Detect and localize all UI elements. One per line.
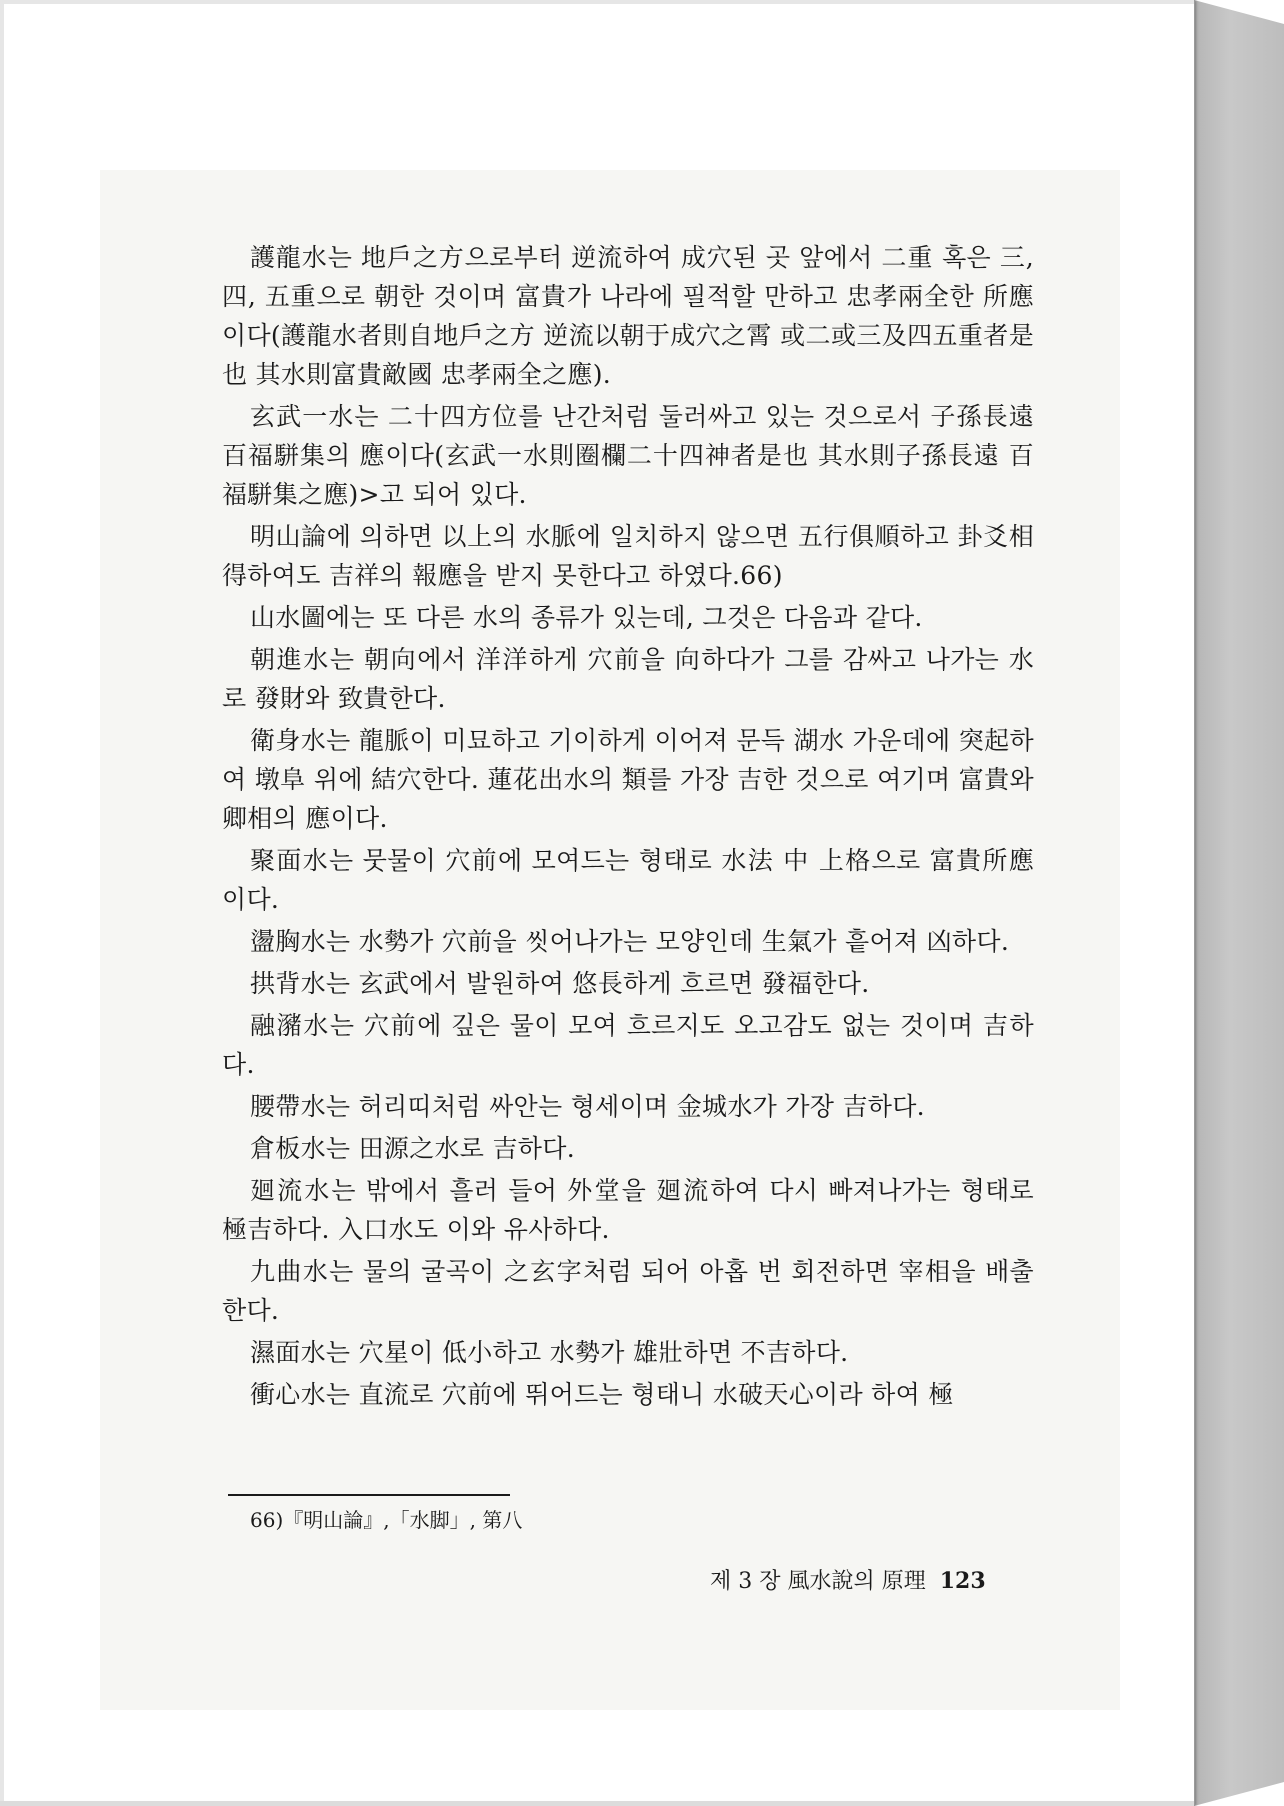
paragraph: 廻流水는 밖에서 흘러 들어 外堂을 廻流하여 다시 빠져나가는 형태로 極吉하다. 入口水도 이와 유사하다. (222, 1176, 1034, 1244)
page-footer (710, 1564, 986, 1595)
paragraph: 拱背水는 玄武에서 발원하여 悠長하게 흐르면 發福한다. (250, 969, 870, 998)
paragraph: 明山論에 의하면 以上의 水脈에 일치하지 않으면 五行俱順하고 卦爻相得하여도 吉祥의 報應을 받지 못한다고 하였다.66) (222, 522, 1034, 590)
paragraph: 護龍水는 地戶之方으로부터 逆流하여 成穴된 곳 앞에서 二重 혹은 三, 四, 五重으로 朝한 것이며 富貴가 나라에 필적할 만하고 忠孝兩全한 所應이다(護龍水者則自地戶之方 逆流以朝于成穴之霄 或二或三及四五重者是也 其水則富貴敵國 忠孝兩全之應). (222, 243, 1034, 389)
paragraph: 九曲水는 물의 굴곡이 之玄字처럼 되어 아홉 번 회전하면 宰相을 배출한다. (222, 1257, 1034, 1325)
page-top-border (0, 0, 1194, 4)
paragraph: 衝心水는 直流로 穴前에 뛰어드는 형태니 水破天心이라 하여 極 (250, 1380, 954, 1409)
footnote: 66)『明山論』,「水脚」, 第八 (250, 1508, 523, 1532)
paragraph: 盪胸水는 水勢가 穴前을 씻어나가는 모양인데 生氣가 흩어져 凶하다. (250, 927, 1010, 956)
body-text (222, 238, 1034, 1417)
paragraph: 朝進水는 朝向에서 洋洋하게 穴前을 向하다가 그를 감싸고 나가는 水로 發財와 致貴한다. (222, 645, 1034, 713)
running-chapter-title: 제 3 장 風水說의 原理 (710, 1569, 926, 1594)
paragraph: 腰帶水는 허리띠처럼 싸안는 형세이며 金城水가 가장 吉하다. (250, 1092, 925, 1121)
paragraph: 衛身水는 龍脈이 미묘하고 기이하게 이어져 문득 湖水 가운데에 突起하여 墩阜 위에 結穴한다. 蓮花出水의 類를 가장 吉한 것으로 여기며 富貴와 卿相의 應이다. (222, 726, 1034, 833)
book-page-edge (1194, 0, 1284, 1806)
paragraph: 山水圖에는 또 다른 水의 종류가 있는데, 그것은 다음과 같다. (250, 603, 923, 632)
page-left-border (0, 0, 4, 1806)
paragraph: 倉板水는 田源之水로 吉하다. (250, 1134, 575, 1163)
paragraph: 聚面水는 뭇물이 穴前에 모여드는 형태로 水法 中 上格으로 富貴所應이다. (222, 846, 1034, 914)
page-number: 123 (939, 1568, 986, 1594)
page-bottom-border (0, 1801, 1194, 1806)
paragraph: 濕面水는 穴星이 低小하고 水勢가 雄壯하면 不吉하다. (250, 1338, 849, 1367)
paragraph: 融瀦水는 穴前에 깊은 물이 모여 흐르지도 오고감도 없는 것이며 吉하다. (222, 1011, 1034, 1079)
footnote-rule (228, 1494, 510, 1496)
paragraph: 玄武一水는 二十四方位를 난간처럼 둘러싸고 있는 것으로서 子孫長遠 百福駢集의 應이다(玄武一水則圈欄二十四神者是也 其水則子孫長遠 百福駢集之應)>고 되어 있다. (222, 402, 1034, 509)
